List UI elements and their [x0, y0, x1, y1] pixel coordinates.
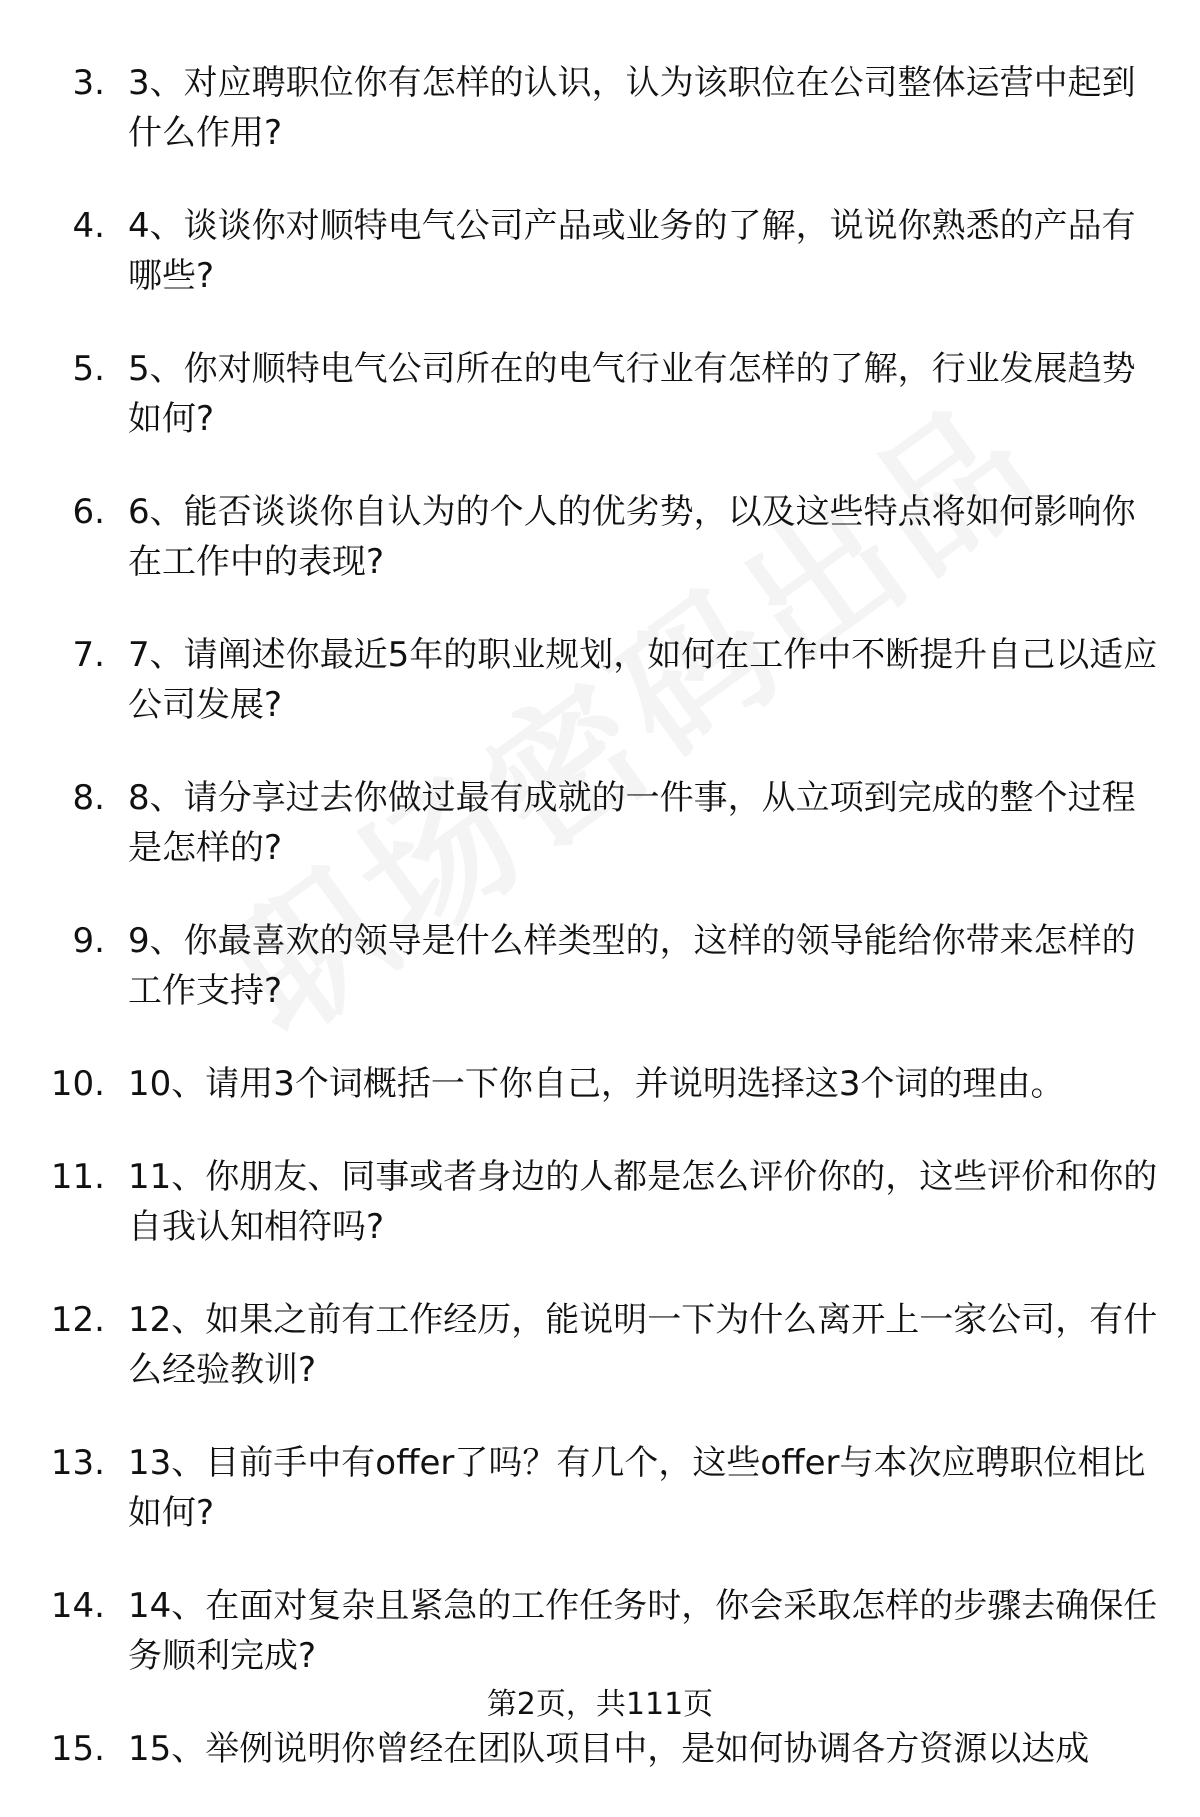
list-number: 12.: [50, 1300, 105, 1340]
list-item: [0, 773, 1200, 873]
list-number: 7.: [72, 635, 105, 675]
question-text: 4、谈谈你对顺特电气公司产品或业务的了解，说说你熟悉的产品有哪些?: [128, 206, 1136, 296]
list-item: [0, 344, 1200, 444]
list-item: [0, 916, 1200, 1016]
list-number: 9.: [72, 921, 105, 961]
question-text: 13、目前手中有offer了吗？有几个，这些offer与本次应聘职位相比如何?: [128, 1443, 1146, 1533]
question-text: 6、能否谈谈你自认为的个人的优劣势，以及这些特点将如何影响你在工作中的表现?: [128, 492, 1136, 582]
question-text: 11、你朋友、同事或者身边的人都是怎么评价你的，这些评价和你的自我认知相符吗?: [128, 1157, 1158, 1247]
question-text: 10、请用3个词概括一下你自己，并说明选择这3个词的理由。: [128, 1064, 1065, 1104]
list-number: 5.: [72, 349, 105, 389]
list-item: [0, 1581, 1200, 1681]
list-item: [0, 1438, 1200, 1538]
list-number: 13.: [50, 1443, 105, 1483]
question-text: 14、在面对复杂且紧急的工作任务时，你会采取怎样的步骤去确保任务顺利完成?: [128, 1586, 1158, 1676]
list-item: [0, 201, 1200, 301]
list-number: 14.: [50, 1586, 105, 1626]
list-item: [0, 1295, 1200, 1395]
list-number: 3.: [72, 63, 105, 103]
question-text: 5、你对顺特电气公司所在的电气行业有怎样的了解，行业发展趋势如何?: [128, 349, 1136, 439]
list-number: 4.: [72, 206, 105, 246]
list-item: [0, 1152, 1200, 1252]
list-number: 8.: [72, 778, 105, 818]
list-item: [0, 58, 1200, 158]
question-text: 15、举例说明你曾经在团队项目中，是如何协调各方资源以达成: [128, 1729, 1090, 1769]
list-item: [0, 1059, 1200, 1109]
question-text: 3、对应聘职位你有怎样的认识，认为该职位在公司整体运营中起到什么作用?: [128, 63, 1136, 153]
list-number: 6.: [72, 492, 105, 532]
question-text: 9、你最喜欢的领导是什么样类型的，这样的领导能给你带来怎样的工作支持?: [128, 921, 1136, 1011]
list-number: 11.: [50, 1157, 105, 1197]
question-list: [0, 58, 1200, 1817]
question-text: 7、请阐述你最近5年的职业规划，如何在工作中不断提升自己以适应公司发展?: [128, 635, 1158, 725]
list-number: 10.: [50, 1064, 105, 1104]
page-footer: 第2页，共111页: [486, 1687, 714, 1722]
question-text: 12、如果之前有工作经历，能说明一下为什么离开上一家公司，有什么经验教训?: [128, 1300, 1158, 1390]
list-item: [0, 1724, 1200, 1774]
question-text: 8、请分享过去你做过最有成就的一件事，从立项到完成的整个过程是怎样的?: [128, 778, 1136, 868]
list-number: 15.: [50, 1729, 105, 1769]
list-item: [0, 487, 1200, 587]
list-item: [0, 630, 1200, 730]
